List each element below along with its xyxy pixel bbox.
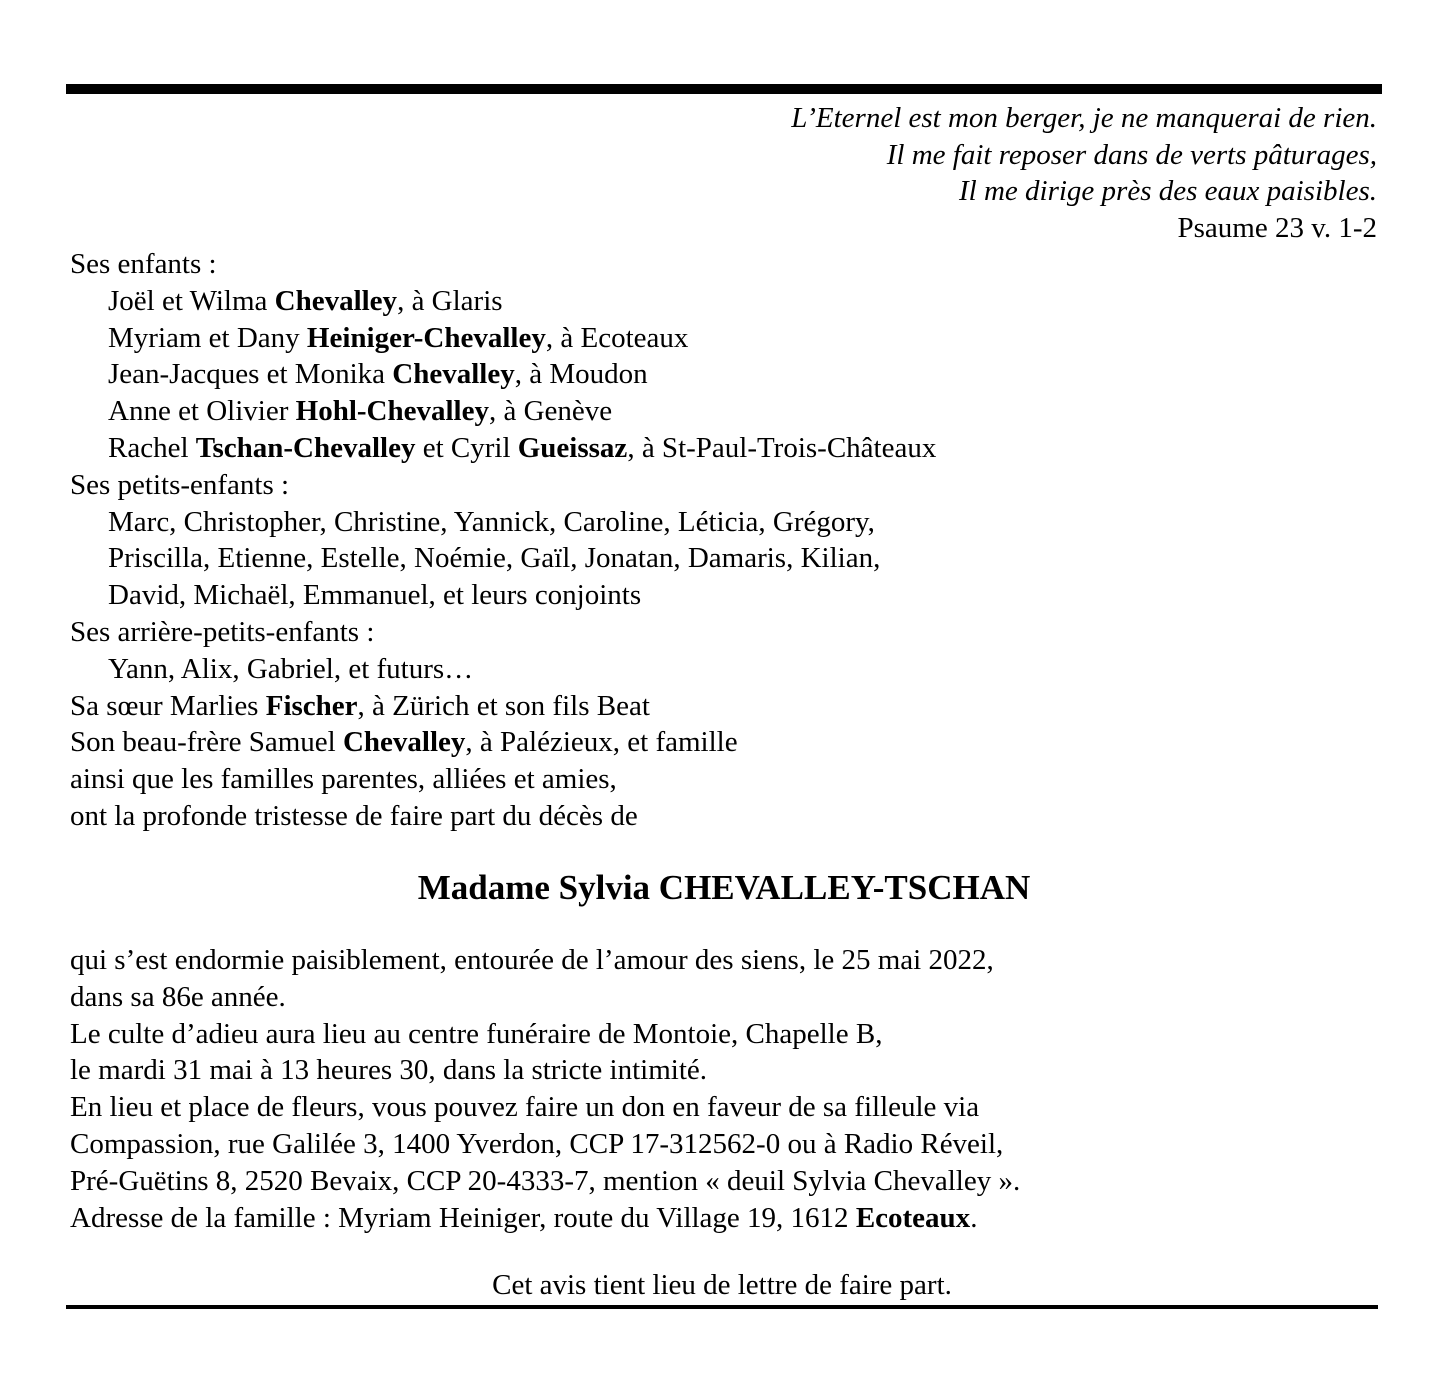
verse-line: L’Eternel est mon berger, je ne manquerai de rien.: [791, 102, 1377, 134]
child-location: , à St-Paul-Trois-Châteaux: [627, 431, 937, 464]
verse-line: Il me fait reposer dans de verts pâturages,: [886, 138, 1377, 171]
child-names: Joël et Wilma: [108, 284, 275, 317]
child-names: Anne et Olivier: [108, 395, 296, 428]
brother-in-law-name: Son beau-frère Samuel: [70, 726, 343, 759]
child-surname: Heiniger-Chevalley: [306, 321, 546, 354]
details-line: dans sa 86e année.: [70, 980, 286, 1013]
child-location: , à Moudon: [514, 358, 648, 391]
details-line: En lieu et place de fleurs, vous pouvez faire un don en faveur de sa filleule via: [70, 1091, 980, 1124]
sister-location: , à Zürich et son fils Beat: [357, 689, 650, 722]
families-line: ainsi que les familles parentes, alliées et amies,: [70, 763, 617, 796]
child-location: , à Ecoteaux: [545, 321, 689, 354]
funeral-details: [70, 942, 1370, 1236]
child-names: Jean-Jacques et Monika: [108, 358, 393, 391]
children-heading: Ses enfants :: [70, 248, 217, 280]
child-location: , à Genève: [488, 395, 613, 428]
great-grandchildren-heading: Ses arrière-petits-enfants :: [70, 615, 375, 648]
child-names: Myriam et Dany: [108, 321, 307, 354]
child-surname: Chevalley: [274, 284, 398, 317]
sister-name: Sa sœur Marlies: [70, 689, 266, 722]
closing-note: Cet avis tient lieu de lettre de faire part.: [492, 1269, 952, 1301]
sister-line: [70, 688, 1370, 725]
child-surname: Tschan-Chevalley: [195, 431, 416, 464]
grandchildren-line: Priscilla, Etienne, Estelle, Noémie, Gaïl, Jonatan, Damaris, Kilian,: [108, 542, 881, 575]
grandchildren-heading: Ses petits-enfants :: [70, 468, 290, 501]
details-line: Compassion, rue Galilée 3, 1400 Yverdon, CCP 17-312562-0 ou à Radio Réveil,: [70, 1127, 1004, 1160]
family-address: [70, 1200, 1370, 1237]
brother-in-law-line: [70, 724, 1370, 761]
brother-in-law-location: , à Palézieux, et famille: [465, 726, 738, 759]
deceased-name: Madame Sylvia CHEVALLEY-TSCHAN: [417, 868, 1031, 907]
address-town: Ecoteaux: [855, 1201, 971, 1234]
child-partner-surname: Gueissaz: [517, 431, 628, 464]
child-entry: [70, 320, 1370, 357]
bottom-rule: [66, 1305, 1378, 1309]
child-partner: et Cyril: [415, 431, 518, 464]
child-surname: Hohl-Chevalley: [295, 395, 489, 428]
psalm-verse: [791, 100, 1377, 246]
top-rule: [66, 84, 1382, 94]
address-end: .: [970, 1201, 978, 1234]
brother-in-law-surname: Chevalley: [342, 726, 466, 759]
address-text: Adresse de la famille : Myriam Heiniger, route du Village 19, 1612: [70, 1201, 856, 1234]
child-location: , à Glaris: [397, 284, 503, 317]
verse-reference: Psaume 23 v. 1-2: [1177, 211, 1377, 244]
details-line: Le culte d’adieu aura lieu au centre funéraire de Montoie, Chapelle B,: [70, 1017, 883, 1050]
grandchildren-line: Marc, Christopher, Christine, Yannick, Caroline, Léticia, Grégory,: [108, 505, 875, 538]
child-entry: [70, 283, 1370, 320]
family-list: [70, 246, 1370, 835]
child-entry: [70, 356, 1370, 393]
sister-surname: Fischer: [265, 689, 358, 722]
details-line: le mardi 31 mai à 13 heures 30, dans la stricte intimité.: [70, 1054, 708, 1087]
verse-line: Il me dirige près des eaux paisibles.: [958, 175, 1377, 207]
details-line: qui s’est endormie paisiblement, entourée de l’amour des siens, le 25 mai 2022,: [70, 944, 994, 976]
child-names: Rachel: [108, 431, 196, 464]
child-entry: [70, 393, 1370, 430]
child-entry: [70, 430, 1370, 467]
child-surname: Chevalley: [392, 358, 515, 391]
great-grandchildren-line: Yann, Alix, Gabriel, et futurs…: [108, 652, 474, 685]
details-line: Pré-Guëtins 8, 2520 Bevaix, CCP 20-4333-7, mention « deuil Sylvia Chevalley ».: [70, 1164, 1021, 1197]
announcement-line: ont la profonde tristesse de faire part du décès de: [70, 799, 638, 832]
grandchildren-line: David, Michaël, Emmanuel, et leurs conjoints: [108, 579, 642, 612]
